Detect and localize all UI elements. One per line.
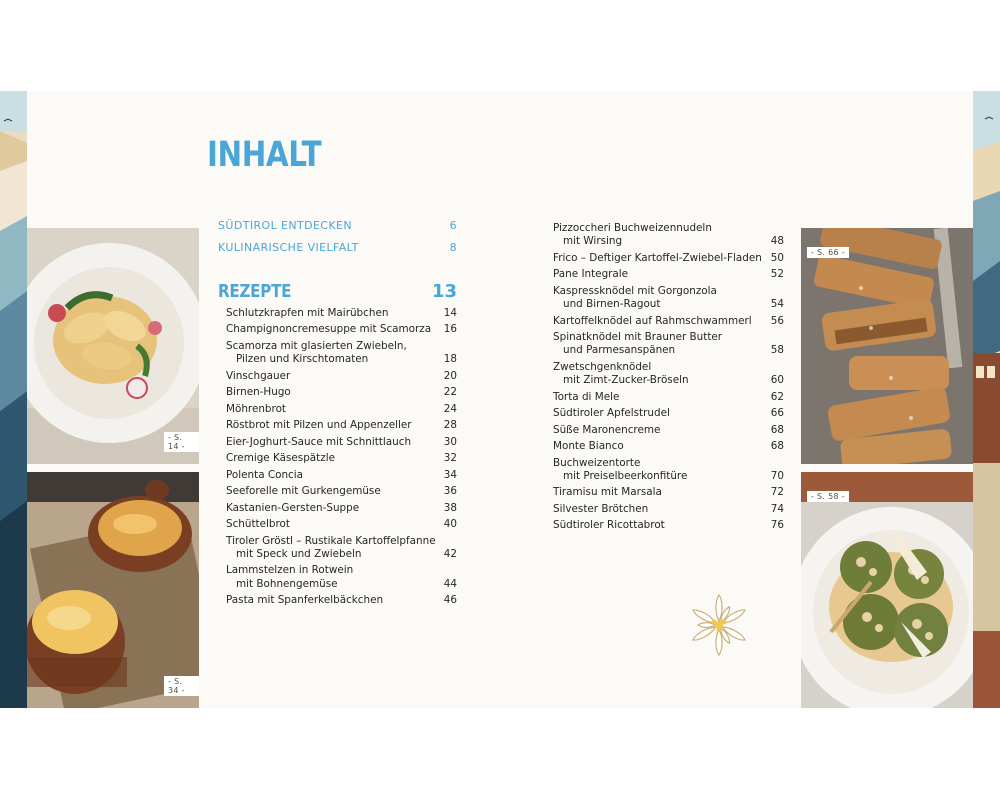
toc-entry-title-line1: Süße Maronencreme bbox=[553, 423, 661, 436]
toc-entry-title-line1: Kartoffelknödel auf Rahmschwammerl bbox=[553, 314, 752, 327]
toc-entry[interactable] bbox=[207, 436, 457, 449]
toc-entry[interactable] bbox=[553, 285, 784, 312]
toc-entry-title-line2: mit Speck und Zwiebeln bbox=[236, 547, 362, 560]
toc-entry-title-line2: Pilzen und Kirschtomaten bbox=[236, 353, 369, 366]
toc-entry-title-line1: Tiroler Gröstl – Rustikale Kartoffelpfanne bbox=[226, 534, 436, 547]
toc-entry-title-line2: und Birnen-Ragout bbox=[563, 298, 661, 311]
toc-entry-title-line2: mit Preiselbeerkonfitüre bbox=[563, 469, 688, 482]
toc-entry-page: 74 bbox=[770, 502, 784, 515]
toc-entry[interactable] bbox=[207, 594, 457, 607]
toc-right-column bbox=[553, 222, 784, 536]
toc-entry-title-line1: Kastanien-Gersten-Suppe bbox=[226, 501, 360, 514]
toc-entry-title bbox=[226, 403, 286, 416]
toc-entry-page: 68 bbox=[770, 423, 784, 436]
toc-entry-page: 52 bbox=[770, 268, 784, 281]
toc-entry-title bbox=[226, 518, 290, 531]
toc-entry-page: 34 bbox=[443, 468, 457, 481]
toc-entry-title bbox=[226, 594, 383, 607]
toc-entry-title bbox=[553, 222, 712, 249]
toc-entry-title bbox=[226, 436, 411, 449]
toc-entry-title-line1: Röstbrot mit Pilzen und Appenzeller bbox=[226, 419, 412, 432]
toc-entry-title bbox=[226, 307, 388, 320]
toc-entry[interactable] bbox=[553, 315, 784, 328]
toc-entry-title bbox=[226, 323, 431, 336]
toc-entry-title bbox=[226, 370, 290, 383]
toc-entry-title bbox=[553, 361, 689, 388]
toc-entry[interactable] bbox=[207, 370, 457, 383]
toc-entry-page: 72 bbox=[770, 486, 784, 499]
toc-entry-title-line1: Cremige Käsespätzle bbox=[226, 452, 335, 465]
toc-entry[interactable] bbox=[553, 268, 784, 281]
edelweiss-icon bbox=[684, 593, 754, 657]
toc-entry-title bbox=[226, 469, 303, 482]
toc-entry-title bbox=[226, 564, 353, 591]
toc-entry-title-line1: Südtiroler Ricottabrot bbox=[553, 519, 665, 532]
toc-entry-page: 36 bbox=[443, 485, 457, 498]
toc-entry[interactable] bbox=[207, 419, 457, 432]
toc-entry-title-line1: Frico – Deftiger Kartoffel-Zwiebel-Fladen bbox=[553, 251, 762, 264]
toc-entry-title-line1: Seeforelle mit Gurkengemüse bbox=[226, 485, 381, 498]
toc-entry-title-line1: Lammstelzen in Rotwein bbox=[226, 564, 354, 577]
toc-entry-title bbox=[226, 502, 359, 515]
toc-entry-title-line1: Birnen-Hugo bbox=[226, 386, 291, 399]
toc-entry-title bbox=[553, 285, 717, 312]
toc-entry-title-line1: Zwetschgenknödel bbox=[553, 360, 652, 373]
toc-entry-page: 48 bbox=[770, 235, 784, 248]
toc-entry-page: 44 bbox=[443, 577, 457, 590]
toc-entry-title bbox=[226, 535, 436, 562]
toc-entry[interactable] bbox=[553, 424, 784, 437]
toc-entry[interactable] bbox=[207, 535, 457, 562]
toc-entry-title-line1: Südtiroler Apfelstrudel bbox=[553, 407, 670, 420]
toc-entry-title-line1: Champignoncremesuppe mit Scamorza bbox=[226, 323, 432, 336]
toc-entry-title-line2: und Parmesanspänen bbox=[563, 344, 676, 357]
toc-entry-page: 38 bbox=[443, 501, 457, 514]
left-edge-illustration bbox=[0, 91, 27, 708]
toc-entry-page: 14 bbox=[443, 307, 457, 319]
toc-entry-title-line1: Buchweizentorte bbox=[553, 456, 641, 469]
toc-section-row[interactable] bbox=[207, 219, 457, 241]
toc-entry-title-line1: Monte Bianco bbox=[553, 440, 624, 453]
page-title: INHALT bbox=[207, 135, 322, 175]
toc-entry-title bbox=[553, 252, 762, 265]
toc-entry-title-line1: Pane Integrale bbox=[553, 268, 629, 281]
toc-entry-page: 66 bbox=[770, 407, 784, 420]
toc-entry-title-line2: mit Zimt-Zucker-Bröseln bbox=[563, 374, 689, 387]
toc-entry-title bbox=[553, 503, 648, 516]
toc-entry[interactable] bbox=[207, 403, 457, 416]
toc-entry-title bbox=[226, 419, 412, 432]
toc-left-entries bbox=[207, 307, 457, 607]
toc-entry-title bbox=[553, 331, 722, 358]
photo-page-tag: - S. 66 - bbox=[807, 247, 849, 258]
toc-right-entries bbox=[553, 222, 784, 533]
toc-entry-title-line1: Schlutzkrapfen mit Mairübchen bbox=[226, 307, 389, 319]
toc-entry[interactable] bbox=[207, 307, 457, 320]
toc-entry-title bbox=[553, 440, 624, 453]
toc-entry[interactable] bbox=[553, 391, 784, 404]
toc-entry-title-line1: Spinatknödel mit Brauner Butter bbox=[553, 331, 723, 344]
toc-entry-page: 70 bbox=[770, 469, 784, 482]
toc-entry-title-line1: Pasta mit Spanferkelbäckchen bbox=[226, 594, 384, 607]
toc-entry[interactable] bbox=[553, 486, 784, 499]
photo-schlutzkrapfen bbox=[27, 228, 199, 464]
toc-entry-title-line1: Torta di Mele bbox=[553, 390, 620, 403]
toc-entry-page: 50 bbox=[770, 251, 784, 264]
toc-entry-page: 24 bbox=[443, 402, 457, 415]
toc-entry[interactable] bbox=[553, 361, 784, 388]
toc-entry-page: 62 bbox=[770, 390, 784, 403]
toc-entry-title bbox=[553, 315, 752, 328]
toc-entry-title-line1: Silvester Brötchen bbox=[553, 502, 649, 515]
toc-entry-title-line1: Scamorza mit glasierten Zwiebeln, bbox=[226, 339, 407, 352]
toc-entry-title-line2: mit Bohnengemüse bbox=[236, 577, 338, 590]
toc-entry-page: 30 bbox=[443, 435, 457, 448]
toc-entry[interactable] bbox=[553, 252, 784, 265]
toc-entry-title bbox=[226, 452, 335, 465]
toc-section-label: KULINARISCHE VIELFALT bbox=[218, 241, 359, 254]
toc-entry-title-line1: Vinschgauer bbox=[226, 369, 291, 382]
toc-entry-title bbox=[553, 486, 662, 499]
toc-entry-title-line1: Kaspressknödel mit Gorgonzola bbox=[553, 284, 717, 297]
toc-entry-title bbox=[553, 519, 665, 532]
toc-entry-page: 40 bbox=[443, 518, 457, 531]
toc-entry-title bbox=[226, 340, 407, 367]
toc-entry-page: 32 bbox=[443, 452, 457, 465]
photo-apfelstrudel bbox=[801, 228, 973, 464]
toc-entry[interactable] bbox=[207, 502, 457, 515]
toc-section-row[interactable] bbox=[207, 241, 457, 263]
toc-entry[interactable] bbox=[207, 386, 457, 399]
toc-left-column bbox=[207, 219, 457, 611]
toc-entry-title-line1: Eier-Joghurt-Sauce mit Schnittlauch bbox=[226, 435, 412, 448]
toc-entry-title-line1: Pizzoccheri Buchweizennudeln bbox=[553, 222, 712, 234]
photo-page-tag: - S. 58 - bbox=[807, 491, 849, 502]
toc-entry[interactable] bbox=[207, 452, 457, 465]
book-spread bbox=[0, 91, 1000, 708]
toc-entry[interactable] bbox=[553, 331, 784, 358]
toc-entry-title-line1: Polenta Concia bbox=[226, 468, 304, 481]
toc-entry-title bbox=[553, 407, 670, 420]
toc-entry[interactable] bbox=[553, 222, 784, 249]
toc-entry-page: 54 bbox=[770, 298, 784, 311]
toc-heading-page: 13 bbox=[431, 281, 457, 302]
photo-page-tag: - S. 14 - bbox=[164, 432, 199, 452]
toc-entry-title bbox=[553, 391, 619, 404]
toc-entry-title-line1: Schüttelbrot bbox=[226, 518, 290, 531]
toc-entry-title-line1: Möhrenbrot bbox=[226, 402, 286, 415]
toc-entry-title-line1: Tiramisu mit Marsala bbox=[553, 486, 662, 499]
toc-entry-title bbox=[553, 268, 628, 281]
toc-entry[interactable] bbox=[553, 519, 784, 532]
toc-entry-title bbox=[553, 424, 660, 437]
photo-spinatknoedel bbox=[801, 472, 973, 708]
toc-entry[interactable] bbox=[207, 518, 457, 531]
toc-entry-title bbox=[553, 457, 687, 484]
toc-entry-page: 42 bbox=[443, 547, 457, 560]
toc-entry[interactable] bbox=[553, 440, 784, 453]
toc-entry-page: 60 bbox=[770, 374, 784, 387]
toc-entry-page: 76 bbox=[770, 519, 784, 532]
toc-entry-page: 68 bbox=[770, 440, 784, 453]
toc-entry[interactable] bbox=[553, 503, 784, 516]
toc-section-page: 8 bbox=[449, 241, 457, 254]
toc-section-label: SÜDTIROL ENTDECKEN bbox=[218, 219, 352, 232]
toc-entry[interactable] bbox=[207, 469, 457, 482]
toc-entry-title-line2: mit Wirsing bbox=[563, 235, 623, 248]
toc-section-page: 6 bbox=[449, 219, 457, 232]
toc-entry-page: 20 bbox=[443, 369, 457, 382]
toc-entry-page: 56 bbox=[770, 314, 784, 327]
photo-polenta-concia bbox=[27, 472, 199, 708]
toc-entry[interactable] bbox=[207, 323, 457, 336]
toc-entry[interactable] bbox=[207, 340, 457, 367]
toc-entry[interactable] bbox=[207, 485, 457, 498]
right-edge-illustration bbox=[973, 91, 1000, 708]
toc-entry[interactable] bbox=[207, 564, 457, 591]
toc-entry-page: 46 bbox=[443, 594, 457, 607]
toc-entry-page: 28 bbox=[443, 419, 457, 432]
toc-heading-label: REZEPTE bbox=[218, 281, 292, 302]
toc-entry[interactable] bbox=[553, 457, 784, 484]
toc-entry-page: 16 bbox=[443, 323, 457, 336]
toc-entry-page: 22 bbox=[443, 386, 457, 399]
toc-entry-title bbox=[226, 386, 291, 399]
photo-page-tag: - S. 34 - bbox=[164, 676, 199, 696]
toc-entry-page: 58 bbox=[770, 344, 784, 357]
toc-entry-page: 18 bbox=[443, 353, 457, 366]
toc-entry-title bbox=[226, 485, 381, 498]
toc-heading-rezepte[interactable] bbox=[207, 281, 457, 307]
toc-entry[interactable] bbox=[553, 407, 784, 420]
